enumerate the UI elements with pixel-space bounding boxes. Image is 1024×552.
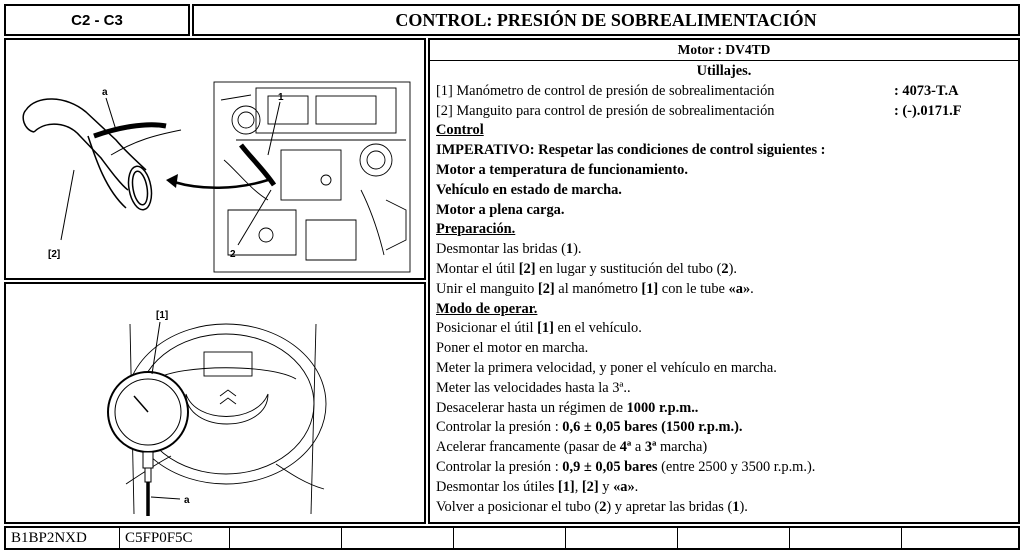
step-line: Volver a posicionar el tubo (2) y apretar las bridas (1). (436, 498, 748, 515)
arrow-icon (174, 180, 268, 188)
tool-item (436, 102, 1012, 122)
label-2: 2 (230, 249, 236, 260)
tool-num: [2] (436, 102, 453, 119)
step-line: Controlar la presión : 0,6 ± 0,05 bares (1500 r.p.m.). (436, 419, 743, 436)
tool-ref: : (-).0171.F (894, 102, 962, 119)
tube-a-drawing (94, 125, 166, 136)
step-line: Desmontar las bridas (1). (436, 241, 582, 258)
gauge-illustration (4, 282, 426, 524)
tool-item (436, 82, 1012, 102)
label-tool-2: [2] (48, 249, 61, 260)
utillajes-title: Utillajes. (696, 63, 752, 79)
footer-cell (790, 528, 902, 548)
hose-illustration (4, 38, 426, 280)
footer-bar (4, 526, 1020, 550)
engine-bay-drawing (214, 82, 410, 272)
step-line: Desacelerar hasta un régimen de 1000 r.p.m.. (436, 399, 699, 416)
footer-cell (902, 528, 1018, 548)
step-line: Meter las velocidades hasta la 3ª.. (436, 379, 631, 396)
page-title: CONTROL: PRESIÓN DE SOBREALIMENTACIÓN (192, 4, 1020, 36)
motor-heading: Motor : DV4TD (430, 40, 1018, 61)
intake-hose-drawing (23, 99, 181, 212)
footer-cell (454, 528, 566, 548)
control-title: Control (436, 122, 484, 139)
label-1: 1 (278, 92, 284, 103)
tool-desc: Manguito para control de presión de sobrealimentación (456, 102, 775, 119)
step-line: Unir el manguito [2] al manómetro [1] con le tube «a». (436, 280, 754, 297)
tool-num: [1] (436, 82, 453, 99)
step-line: Posicionar el útil [1] en el vehículo. (436, 320, 642, 337)
tool-desc: Manómetro de control de presión de sobrealimentación (456, 82, 775, 99)
control-line: Motor a plena carga. (436, 201, 565, 218)
section-code: C2 - C3 (4, 4, 190, 36)
label-a: a (184, 495, 190, 506)
procedure-panel (428, 38, 1020, 524)
footer-cell (230, 528, 342, 548)
label-gauge-1: [1] (156, 310, 169, 321)
footer-code-1: B1BP2NXD (6, 528, 120, 548)
control-line: IMPERATIVO: Respetar las condiciones de control siguientes : (436, 142, 826, 159)
step-line: Desmontar los útiles [1], [2] y «a». (436, 478, 639, 495)
control-line: Motor a temperatura de funcionamiento. (436, 161, 688, 178)
footer-code-2: C5FP0F5C (120, 528, 230, 548)
step-line: Montar el útil [2] en lugar y sustitución del tubo (2). (436, 260, 737, 277)
footer-cell (342, 528, 454, 548)
step-line: Poner el motor en marcha. (436, 340, 589, 357)
tool-ref: : 4073-T.A (894, 82, 959, 99)
step-line: Meter la primera velocidad, y poner el vehículo en marcha. (436, 359, 777, 376)
footer-cell (678, 528, 790, 548)
modo-title: Modo de operar. (436, 300, 538, 317)
control-line: Vehículo en estado de marcha. (436, 181, 622, 198)
pressure-gauge-drawing (108, 372, 188, 482)
footer-cell (566, 528, 678, 548)
preparacion-title: Preparación. (436, 221, 516, 238)
step-line: Acelerar francamente (pasar de 4ª a 3ª marcha) (436, 439, 708, 456)
step-line: Controlar la presión : 0,9 ± 0,05 bares (entre 2500 y 3500 r.p.m.). (436, 458, 816, 475)
label-a: a (102, 87, 108, 98)
